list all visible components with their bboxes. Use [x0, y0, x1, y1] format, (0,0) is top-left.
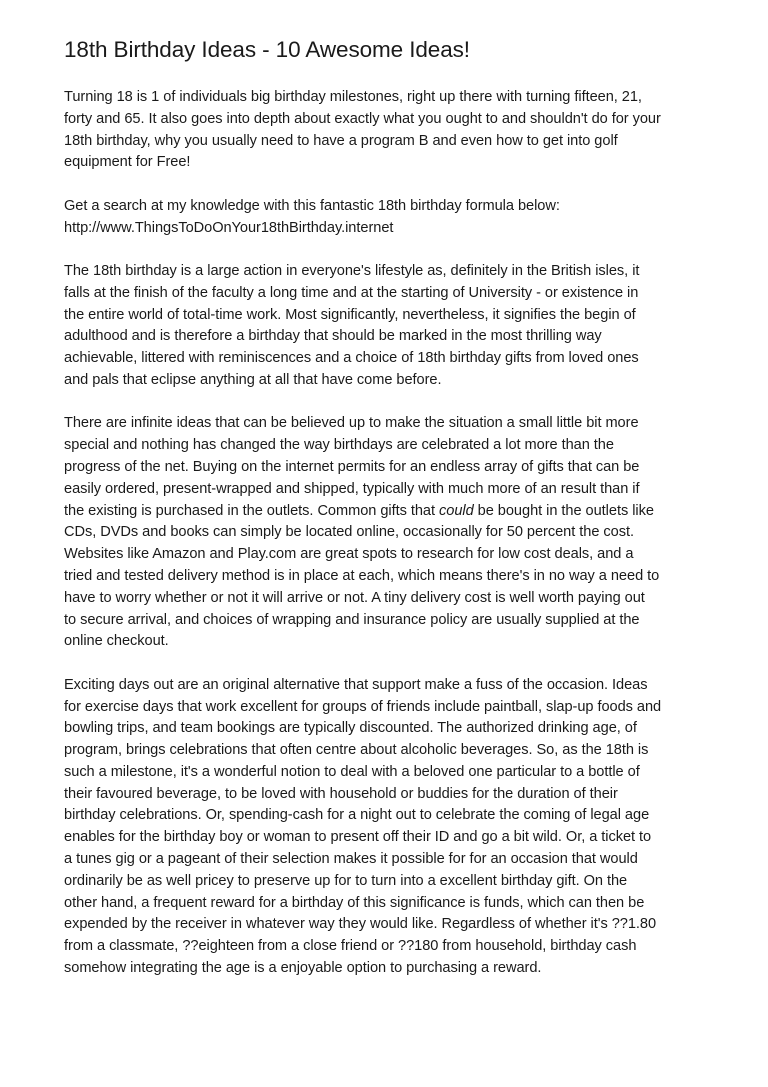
- text-line: their favoured beverage, to be loved with household or buddies for the duration of their: [64, 785, 618, 802]
- text-line: from a classmate, ??eighteen from a close friend or ??180 from household, birthday cash: [64, 938, 637, 955]
- text-line: progress of the net. Buying on the internet permits for an endless array of gifts that can be: [64, 458, 640, 475]
- text-line: Turning 18 is 1 of individuals big birthday milestones, right up there with turning fifteen, 21,: [64, 89, 642, 105]
- text-line: There are infinite ideas that can be believed up to make the situation a small little bit more: [64, 415, 639, 432]
- paragraph-intro: [64, 87, 714, 174]
- text-line: forty and 65. It also goes into depth about exactly what you ought to and shouldn't do for your: [64, 110, 661, 127]
- text-line: other hand, a frequent reward for a birthday of this significance is funds, which can then be: [64, 894, 645, 911]
- text-line: program, brings celebrations that often centre about alcoholic beverages. So, as the 18th is: [64, 742, 649, 759]
- text-line: to secure arrival, and choices of wrapping and insurance policy are usually supplied at the: [64, 611, 640, 628]
- paragraph-days-out: [64, 675, 714, 980]
- text-line: birthday celebrations. Or, spending-cash for a night out to celebrate the coming of legal age: [64, 807, 650, 824]
- text-line: for exercise days that work excellent for groups of friends include paintball, slap-up foods and: [64, 698, 662, 715]
- text-line: bowling trips, and team bookings are typically discounted. The authorized drinking age, of: [64, 720, 637, 737]
- text-line: Get a search at my knowledge with this fantastic 18th birthday formula below:: [64, 197, 560, 214]
- text-line: expended by the receiver in whatever way they would like. Regardless of whether it's ??1.80: [64, 916, 657, 933]
- text-segment: be bought in the outlets like: [473, 502, 654, 519]
- paragraph-milestone: [64, 261, 714, 392]
- text-line: such a milestone, it's a wonderful notion to deal with a beloved one particular to a bottle of: [64, 763, 640, 780]
- paragraph-gifts: [64, 413, 714, 653]
- text-line: CDs, DVDs and books can simply be located online, occasionally for 50 percent the cost.: [64, 524, 634, 541]
- text-line: 18th birthday, why you usually need to have a program B and even how to get into golf: [64, 132, 618, 149]
- text-line: special and nothing has changed the way birthdays are celebrated a lot more than the: [64, 437, 614, 454]
- paragraph-link: [64, 196, 714, 240]
- text-line: somehow integrating the age is a enjoyable option to purchasing a reward.: [64, 960, 542, 977]
- text-line: achievable, littered with reminiscences and a choice of 18th birthday gifts from loved ones: [64, 350, 639, 367]
- text-line: equipment for Free!: [64, 154, 191, 171]
- url-text: http://www.ThingsToDoOnYour18thBirthday.internet: [64, 219, 394, 236]
- text-segment: the existing is purchased in the outlets. Common gifts that: [64, 502, 440, 519]
- text-line: online checkout.: [64, 633, 169, 650]
- text-line: the entire world of total-time work. Most significantly, nevertheless, it signifies the begin of: [64, 306, 636, 323]
- text-line: and pals that eclipse anything at all that have come before.: [64, 371, 442, 388]
- text-line: tried and tested delivery method is in place at each, which means there's in no way a need to: [64, 567, 660, 584]
- page-title: 18th Birthday Ideas - 10 Awesome Ideas!: [64, 37, 470, 62]
- text-line: Websites like Amazon and Play.com are great spots to research for low cost deals, and a: [64, 546, 634, 563]
- document-page: [64, 36, 714, 1001]
- text-line: enables for the birthday boy or woman to present off their ID and go a bit wild. Or, a ticket to: [64, 829, 652, 846]
- text-line: adulthood and is therefore a birthday that should be marked in the most thrilling way: [64, 328, 602, 345]
- text-line: ordinarily be as well pricey to preserve up for to turn into a excellent birthday gift. On the: [64, 872, 628, 889]
- text-line: easily ordered, present-wrapped and shipped, typically with much more of an result than if: [64, 480, 640, 497]
- text-line: a tunes gig or a pageant of their selection makes it possible for for an occasion that would: [64, 851, 638, 868]
- text-line: falls at the finish of the faculty a long time and at the starting of University - or existence in: [64, 284, 639, 301]
- text-line: Exciting days out are an original alternative that support make a fuss of the occasion. Ideas: [64, 676, 648, 693]
- italic-word: could: [439, 502, 474, 519]
- text-line: have to worry whether or not it will arrive or not. A tiny delivery cost is well worth paying out: [64, 589, 645, 606]
- text-line: The 18th birthday is a large action in everyone's lifestyle as, definitely in the British isles, it: [64, 262, 640, 279]
- text-line-mixed: [64, 501, 714, 523]
